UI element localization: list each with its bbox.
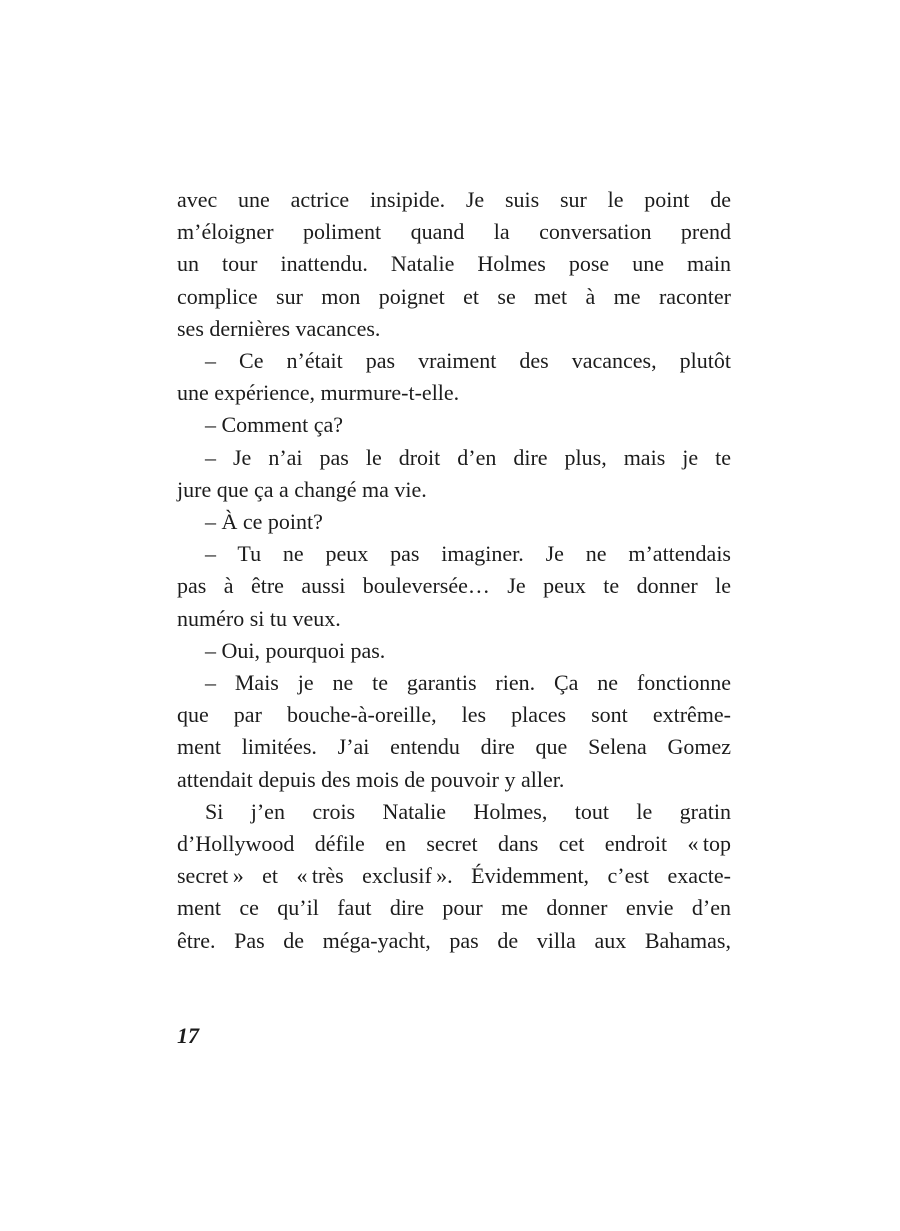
text-line: m’éloigner poliment quand la conversation prend [177,219,731,245]
text-line: avec une actrice insipide. Je suis sur le point de [177,187,731,212]
text-line: ment ce qu’il faut dire pour me donner envie d’en [177,895,731,921]
paragraph [177,409,731,441]
text-line: d’Hollywood défile en secret dans cet endroit « top [177,831,731,857]
text-line: complice sur mon poignet et se met à me raconter [177,283,731,309]
text-line: pas à être aussi bouleversée… Je peux te donner le [177,573,731,599]
paragraph [177,667,731,796]
paragraph [177,538,731,635]
paragraph [177,345,731,409]
paragraph [177,184,731,345]
text-line: – Je n’ai pas le droit d’en dire plus, mais je te [205,444,731,470]
text-line: une expérience, murmure-t-elle. [177,380,460,406]
text-line: jure que ça a changé ma vie. [177,476,427,502]
paragraph [177,442,731,506]
text-line: – À ce point? [205,509,323,535]
paragraph [177,635,731,667]
text-line: attendait depuis des mois de pouvoir y aller. [177,766,565,792]
text-line: être. Pas de méga-yacht, pas de villa aux Bahamas, [177,927,731,953]
text-line: numéro si tu veux. [177,605,341,631]
body-text-block [177,184,731,957]
text-line: ses dernières vacances. [177,315,381,341]
page-number: 17 [177,1023,199,1048]
text-line: – Comment ça? [205,412,344,438]
text-line: que par bouche-à-oreille, les places sont extrême- [177,702,731,728]
text-line: Si j’en crois Natalie Holmes, tout le gratin [205,798,731,824]
text-line: – Tu ne peux pas imaginer. Je ne m’attendais [205,541,731,567]
text-line: – Mais je ne te garantis rien. Ça ne fonctionne [205,670,731,696]
paragraph [177,506,731,538]
paragraph [177,796,731,957]
text-line: un tour inattendu. Natalie Holmes pose une main [177,251,731,277]
text-line: – Oui, pourquoi pas. [205,637,386,663]
text-line: ment limitées. J’ai entendu dire que Selena Gomez [177,734,731,760]
text-line: secret » et « très exclusif ». Évidemment, c’est exacte- [177,863,731,889]
text-line: – Ce n’était pas vraiment des vacances, plutôt [205,348,731,374]
